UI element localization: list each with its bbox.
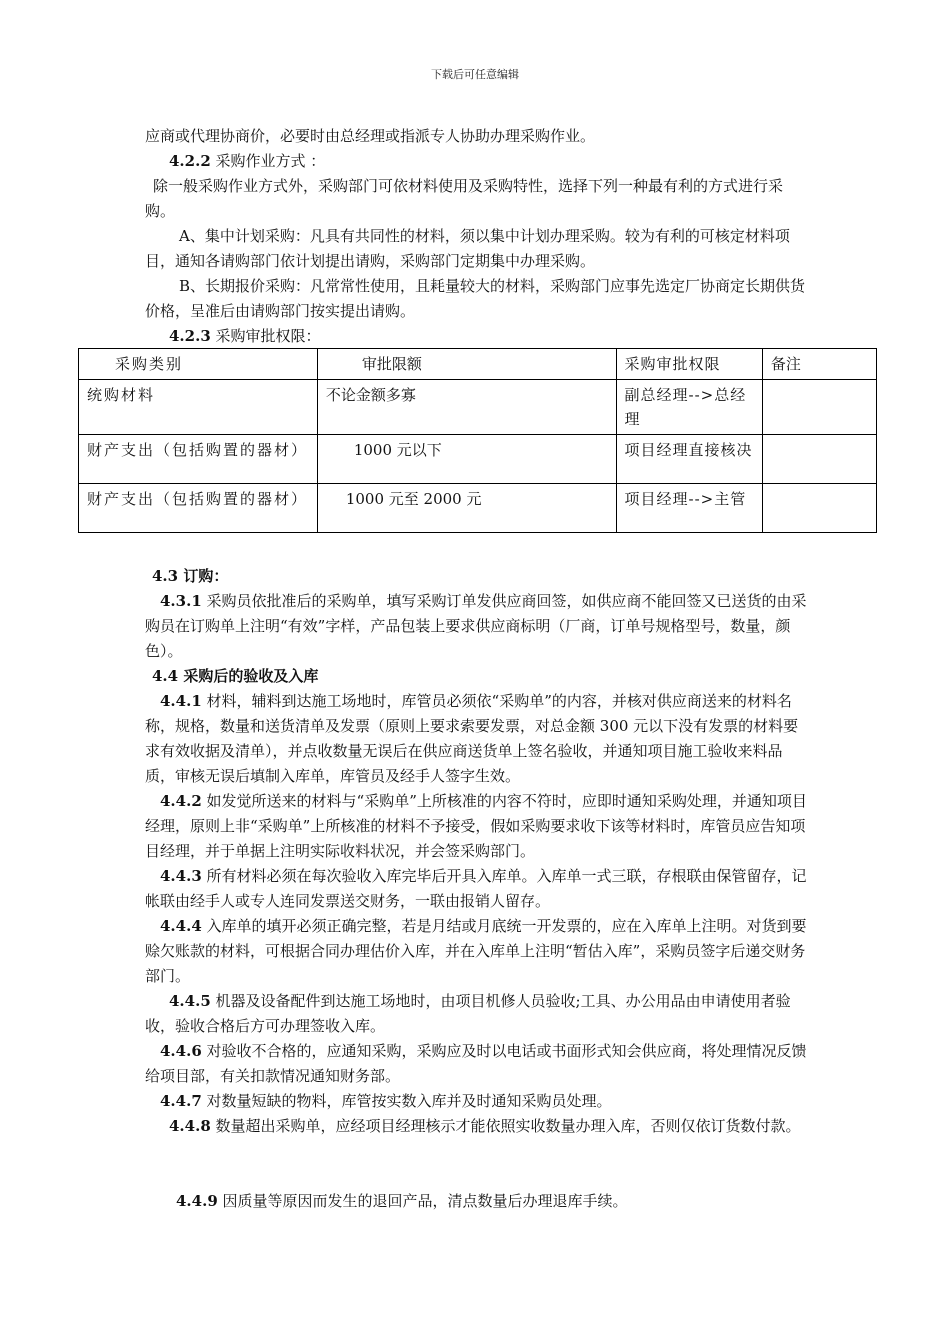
section-4-2-3 [169, 324, 834, 349]
table-header-cell: 采购类别 [79, 349, 318, 380]
section-text: 采购员依批准后的采购单，填写采购订单发供应商回签，如供应商不能回签又已送货的由采购员在订购单上注明“有效”字样，产品包装上要求供应商标明（厂商，订单号规格型号，数量，颜色）。 [145, 592, 807, 660]
paragraph-procurement-methods: 除一般采购作业方式外，采购部门可依材料使用及采购特性，选择下列一种最有利的方式进行采购。 [145, 177, 784, 220]
table-row [79, 484, 877, 533]
section-4-2-2 [169, 149, 834, 174]
section-4-4-9 [145, 1189, 810, 1214]
table-cell: 统购材料 [79, 380, 318, 435]
section-4-4-3 [145, 864, 810, 914]
table-cell: 财产支出（包括购置的器材） [79, 484, 318, 533]
section-title: 采购审批权限： [210, 327, 321, 345]
paragraph-continuation: 应商或代理协商价，必要时由总经理或指派专人协助办理采购作业。 [145, 127, 596, 145]
section-4-4-1 [145, 689, 810, 789]
section-number: 4.2.2 [169, 152, 211, 170]
table-cell [762, 380, 876, 435]
section-number: 4.4.4 [160, 917, 202, 935]
table-header-row [79, 349, 877, 380]
section-text: 因质量等原因而发生的退回产品，清点数量后办理退库手续。 [217, 1192, 628, 1210]
section-text: 机器及设备配件到达施工场地时，由项目机修人员验收;工具、办公用品由申请使用者验收，验收合格后方可办理签收入库。 [145, 992, 791, 1035]
table-row [79, 435, 877, 484]
table-cell: 项目经理-->主管 [616, 484, 762, 533]
table-header-cell: 备注 [762, 349, 876, 380]
table-cell [762, 435, 876, 484]
section-text: 材料，辅料到达施工场地时，库管员必须依“采购单”的内容，并核对供应商送来的材料名称，规格，数量和送货清单及发票（原则上要求索要发票，对总金额 300 元以下没有发票的材料要求有效收据及清单），并点收数量无误后在供应商送货单上签名验收，并通知项目施工验收来料品质，审核无误后填制入库单，库管员及经手人签字生效。 [145, 692, 799, 785]
table-cell: 1000 元以下 [317, 435, 616, 484]
paragraph-method-a: A、集中计划采购：凡具有共同性的材料，须以集中计划办理采购。较为有利的可核定材料项目，通知各请购部门依计划提出请购，采购部门定期集中办理采购。 [145, 227, 790, 270]
section-number: 4.4.9 [176, 1192, 218, 1210]
paragraph-method-b: B、长期报价采购：凡常常性使用，且耗量较大的材料，采购部门应事先选定厂协商定长期供货价格，呈准后由请购部门按实提出请购。 [145, 277, 806, 320]
page-header: 下载后可任意编辑 [431, 68, 519, 81]
section-title: 采购作业方式 ： [210, 152, 326, 170]
section-4-4-7 [145, 1089, 810, 1114]
table-row [79, 380, 877, 435]
table-header-cell: 采购审批权限 [616, 349, 762, 380]
section-text: 对数量短缺的物料，库管按实数入库并及时通知采购员处理。 [201, 1092, 612, 1110]
section-number: 4.3.1 [160, 592, 202, 610]
section-number: 4.4.6 [160, 1042, 202, 1060]
section-number: 4.2.3 [169, 327, 211, 345]
table-header-cell: 审批限额 [317, 349, 616, 380]
section-text: 对验收不合格的，应通知采购，采购应及时以电话或书面形式知会供应商，将处理情况反馈给项目部，有关扣款情况通知财务部。 [145, 1042, 807, 1085]
section-number: 4.4.5 [169, 992, 211, 1010]
section-4-4-6 [145, 1039, 810, 1089]
table-cell: 项目经理直接核决 [616, 435, 762, 484]
table-cell: 不论金额多寡 [317, 380, 616, 435]
section-4-4-2 [145, 789, 810, 864]
table-cell [762, 484, 876, 533]
table-cell: 副总经理-->总经理 [616, 380, 762, 435]
section-text: 入库单的填开必须正确完整，若是月结或月底统一开发票的，应在入库单上注明。对货到要赊欠账款的材料，可根据合同办理估价入库，并在入库单上注明“暂估入库”，采购员签字后递交财务部门。 [145, 917, 807, 985]
section-4-4-8 [145, 1114, 810, 1139]
table-cell: 1000 元至 2000 元 [317, 484, 616, 533]
table-cell: 财产支出（包括购置的器材） [79, 435, 318, 484]
section-4-4-5 [145, 989, 810, 1039]
approval-table [78, 348, 877, 533]
section-4-3-1 [145, 589, 810, 664]
section-text: 如发觉所送来的材料与“采购单”上所核准的内容不符时，应即时通知采购处理，并通知项目经理，原则上非“采购单”上所核准的材料不予接受，假如采购要求收下该等材料时，库管员应告知项目经理，并于单据上注明实际收料状况，并会签采购部门。 [145, 792, 807, 860]
section-number: 4.4.1 [160, 692, 202, 710]
section-4-3-heading: 4.3 订购： [152, 567, 229, 585]
section-number: 4.4.2 [160, 792, 202, 810]
section-4-4-4 [145, 914, 810, 989]
section-text: 数量超出采购单，应经项目经理核示才能依照实收数量办理入库，否则仅依订货数付款。 [210, 1117, 801, 1135]
section-text: 所有材料必须在每次验收入库完毕后开具入库单。入库单一式三联，存根联由保管留存，记帐联由经手人或专人连同发票送交财务，一联由报销人留存。 [145, 867, 807, 910]
section-number: 4.4.8 [169, 1117, 211, 1135]
section-number: 4.4.3 [160, 867, 202, 885]
section-number: 4.4.7 [160, 1092, 202, 1110]
section-4-4-heading: 4.4 采购后的验收及入库 [152, 667, 319, 685]
